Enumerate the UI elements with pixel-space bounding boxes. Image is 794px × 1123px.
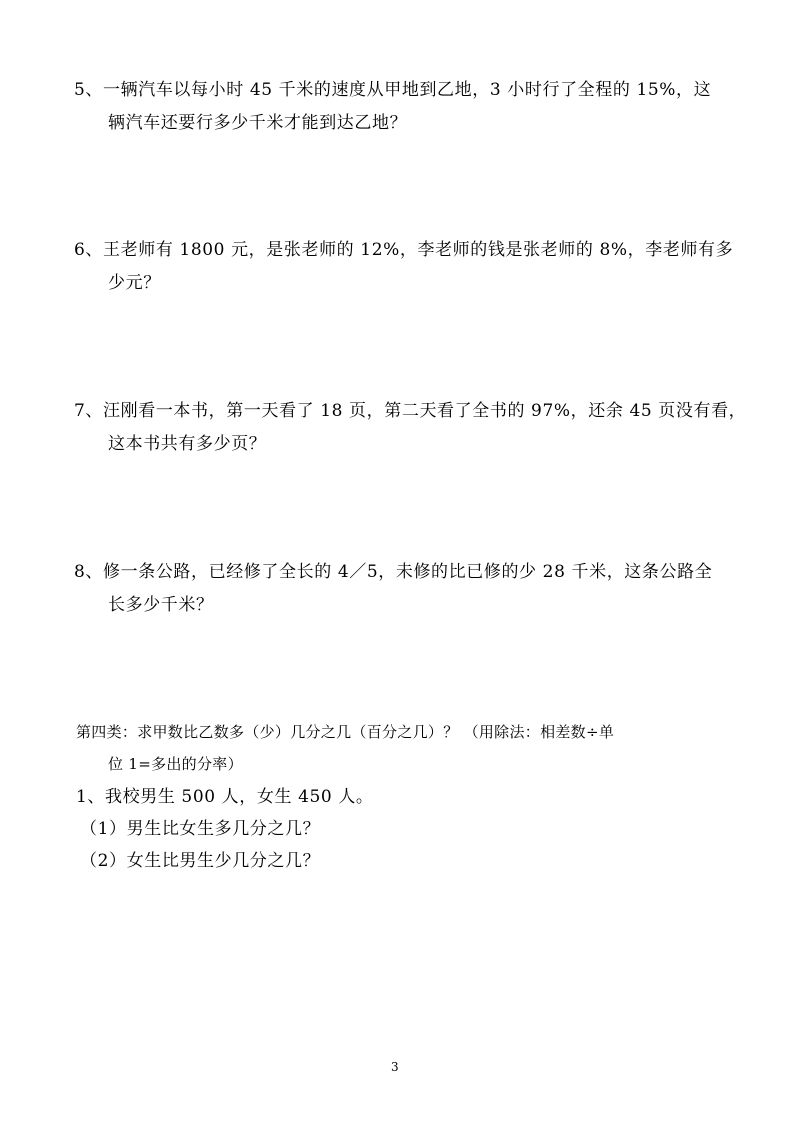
section-heading-line-2: 位 1=多出的分率）	[108, 755, 243, 773]
problem-5-line-2: 辆汽车还要行多少千米才能到达乙地？	[108, 113, 408, 133]
problem-8-line-2: 长多少千米？	[108, 595, 214, 615]
problem-7-line-1: 7、汪刚看一本书，第一天看了 18 页，第二天看了全书的 97%，还余 45 页没有看，	[74, 401, 747, 421]
problem-7-line-2: 这本书共有多少页？	[108, 434, 267, 454]
section-heading-line-1: 第四类：求甲数比乙数多（少）几分之几（百分之几）？ （用除法：相差数÷单	[76, 723, 615, 741]
sub-problem-part-1: （1）男生比女生多几分之几？	[80, 819, 321, 839]
sub-problem-part-2: （2）女生比男生少几分之几？	[80, 851, 321, 871]
problem-6-line-2: 少元？	[108, 273, 161, 293]
problem-6-line-1: 6、王老师有 1800 元，是张老师的 12%，李老师的钱是张老师的 8%，李老师有多	[74, 240, 734, 260]
sub-problem-stem: 1、我校男生 500 人，女生 450 人。	[76, 787, 374, 807]
problem-5-line-1: 5、一辆汽车以每小时 45 千米的速度从甲地到乙地，3 小时行了全程的 15%，这	[74, 80, 712, 100]
page-number: 3	[391, 1060, 399, 1074]
problem-8-line-1: 8、修一条公路，已经修了全长的 4／5，未修的比已修的少 28 千米，这条公路全	[74, 562, 713, 582]
